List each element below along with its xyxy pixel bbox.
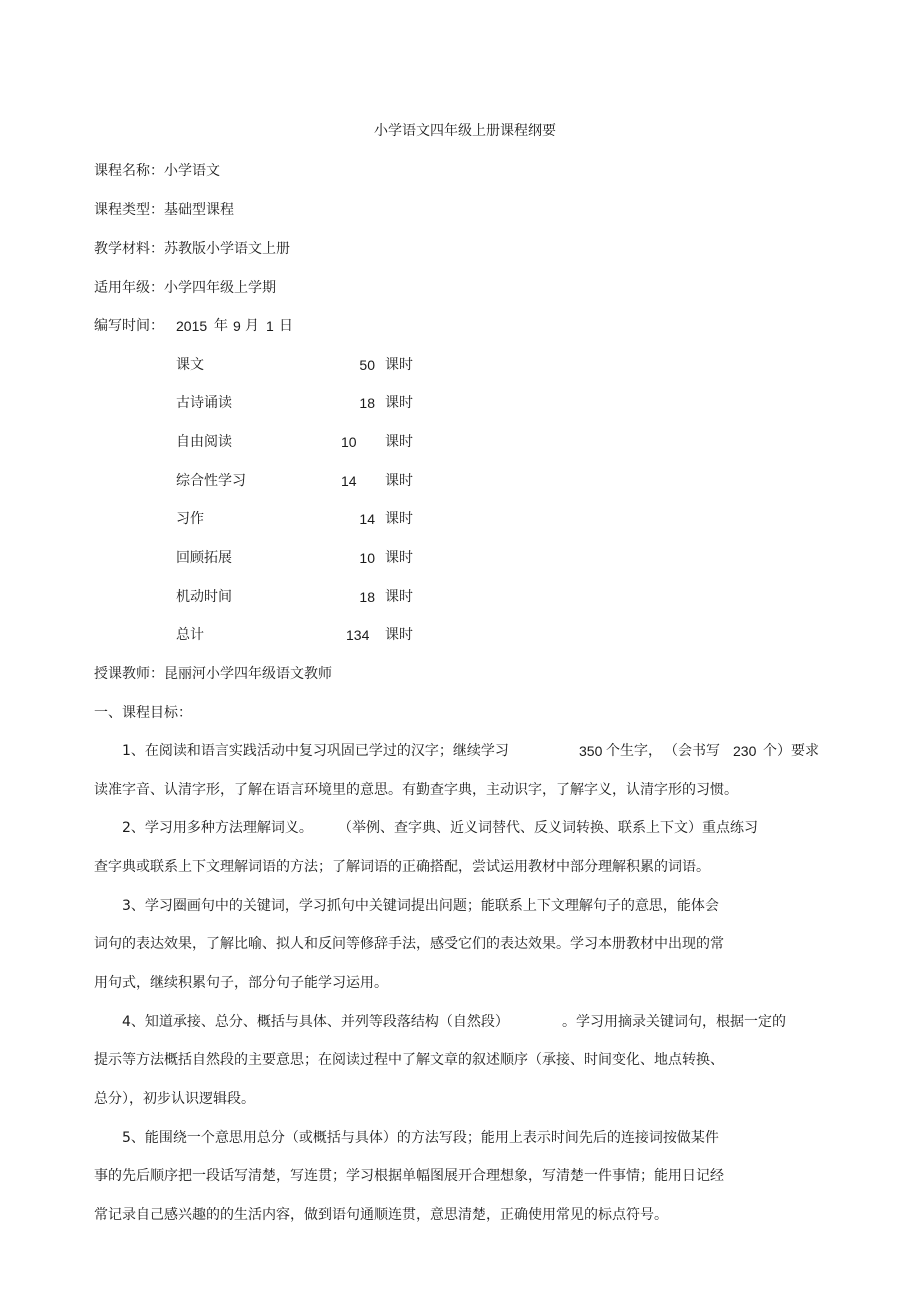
goal-1-line-1c: （会书写 — [664, 743, 720, 759]
hours-row-value: 18 — [359, 589, 375, 605]
course-type: 课程类型：基础型课程 — [94, 202, 234, 218]
hours-row-unit: 课时 — [385, 473, 413, 489]
hours-row-name: 综合性学习 — [176, 473, 246, 489]
goal-3-line-3: 用句式，继续积累句子，部分句子能学习运用。 — [94, 975, 388, 991]
goal-4-line-1a: 4、知道承接、总分、概括与具体、并列等段落结构（自然段） — [122, 1014, 509, 1030]
hours-row-name: 机动时间 — [176, 589, 232, 605]
document-title: 小学语文四年级上册课程纲要 — [374, 123, 556, 139]
goal-1-number: 350 — [579, 743, 603, 759]
hours-row-unit: 课时 — [385, 434, 413, 450]
compile-date-day: 1 — [266, 318, 274, 334]
goal-4-line-3: 总分），初步认识逻辑段。 — [94, 1091, 255, 1107]
hours-row-unit: 课时 — [385, 395, 413, 411]
hours-row-unit: 课时 — [385, 589, 413, 605]
goal-3-line-1: 3、学习圈画句中的关键词，学习抓句中关键词提出问题；能联系上下文理解句子的意思，能体会 — [122, 898, 719, 914]
hours-row-unit: 课时 — [385, 627, 413, 643]
goal-1-number-2: 230 — [733, 743, 757, 759]
goal-2-line-2: 查字典或联系上下文理解词语的方法；了解词语的正确搭配，尝试运用教材中部分理解积累的词语。 — [94, 859, 710, 875]
goal-5-line-2: 事的先后顺序把一段话写清楚，写连贯；学习根据单幅图展开合理想象，写清楚一件事情；能用日记经 — [94, 1168, 724, 1184]
hours-row-value: 50 — [359, 357, 375, 373]
compile-date-day-unit: 日 — [279, 318, 293, 334]
goal-3-line-2: 词句的表达效果，了解比喻、拟人和反问等修辞手法，感受它们的表达效果。学习本册教材中出现的常 — [94, 936, 724, 952]
compile-date-month-unit: 月 — [245, 318, 259, 334]
teaching-materials: 教学材料：苏教版小学语文上册 — [94, 241, 290, 257]
compile-date-month: 9 — [233, 318, 241, 334]
goal-2-line-1b: （举例、查字典、近义词替代、反义词转换、联系上下文）重点练习 — [338, 820, 758, 836]
section-heading: 一、课程目标： — [94, 705, 192, 721]
goal-4-line-2: 提示等方法概括自然段的主要意思；在阅读过程中了解文章的叙述顺序（承接、时间变化、地点转换、 — [94, 1052, 724, 1068]
goal-1-line-2: 读准字音、认清字形，了解在语言环境里的意思。有勤查字典，主动识字，了解字义，认清字形的习惯。 — [94, 782, 738, 798]
goal-5-line-1: 5、能围绕一个意思用总分（或概括与具体）的方法写段；能用上表示时间先后的连接词按做某件 — [122, 1130, 719, 1146]
hours-row-value: 14 — [359, 511, 375, 527]
compile-date-year: 2015 — [176, 318, 208, 334]
goal-4-line-1b: 。学习用摘录关键词句，根据一定的 — [562, 1014, 786, 1030]
hours-row-value: 14 — [341, 473, 357, 489]
teacher-info: 授课教师：昆丽河小学四年级语文教师 — [94, 666, 332, 682]
hours-row-value: 18 — [359, 395, 375, 411]
hours-row-name: 习作 — [176, 511, 204, 527]
goal-1-line-1d: 个）要求 — [763, 743, 819, 759]
hours-row-name: 总计 — [176, 627, 204, 643]
goal-2-line-1a: 2、学习用多种方法理解词义。 — [122, 820, 313, 836]
hours-row-value: 10 — [341, 434, 357, 450]
hours-row-unit: 课时 — [385, 357, 413, 373]
hours-row-name: 古诗诵读 — [176, 395, 232, 411]
hours-row-unit: 课时 — [385, 550, 413, 566]
hours-row-name: 自由阅读 — [176, 434, 232, 450]
course-name: 课程名称：小学语文 — [94, 163, 220, 179]
compile-date-label: 编写时间： — [94, 318, 164, 334]
hours-row-value: 10 — [359, 550, 375, 566]
hours-row-value: 134 — [346, 627, 370, 643]
goal-5-line-3: 常记录自己感兴趣的的生活内容，做到语句通顺连贯，意思清楚，正确使用常见的标点符号。 — [94, 1207, 668, 1223]
hours-row-name: 回顾拓展 — [176, 550, 232, 566]
hours-row-name: 课文 — [176, 357, 204, 373]
goal-1-line-1b: 个生字， — [606, 743, 662, 759]
applicable-grade: 适用年级：小学四年级上学期 — [94, 280, 276, 296]
goal-1-line-1a: 1、在阅读和语言实践活动中复习巩固已学过的汉字；继续学习 — [122, 743, 509, 759]
compile-date-year-unit: 年 — [214, 318, 228, 334]
hours-row-unit: 课时 — [385, 511, 413, 527]
